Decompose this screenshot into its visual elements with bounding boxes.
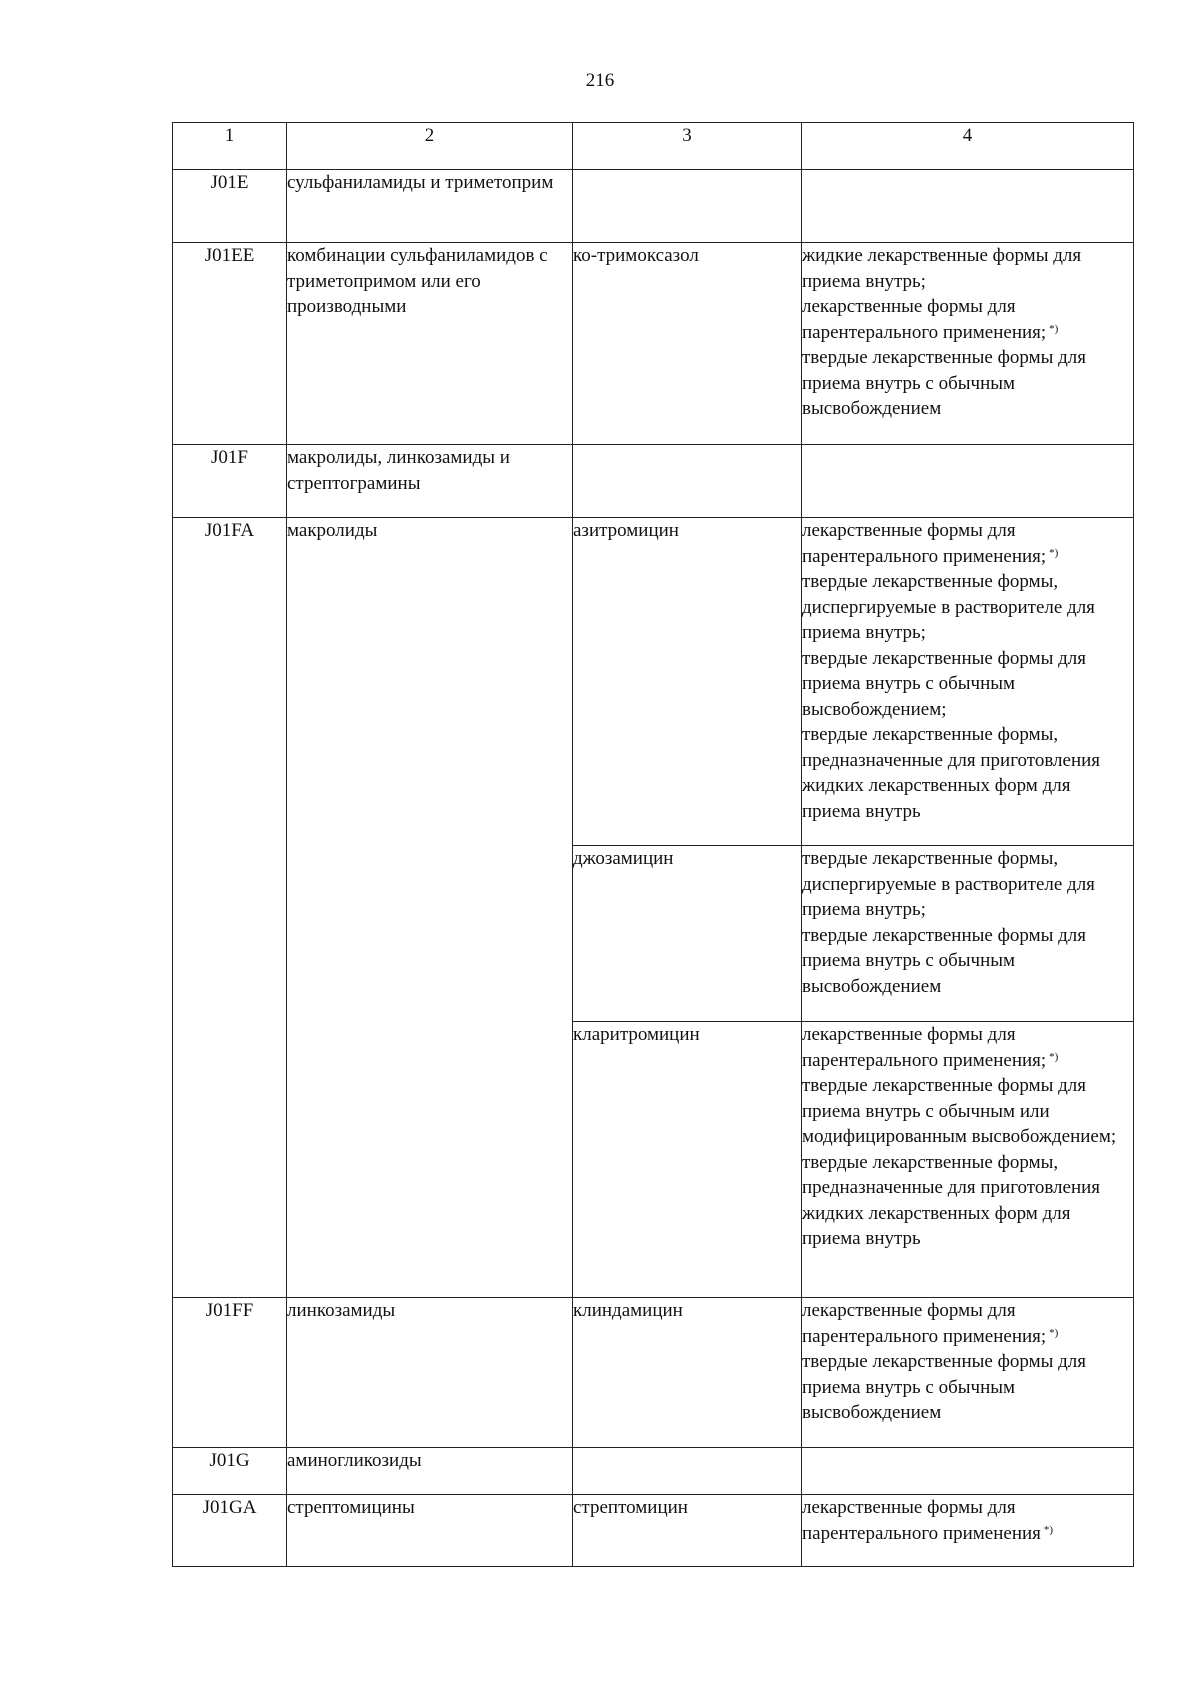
- page-number: 216: [585, 70, 615, 91]
- group-name: макролиды: [287, 518, 573, 1298]
- table-row: [173, 170, 1134, 243]
- table-row: [173, 518, 1134, 846]
- footnote-mark: *): [1049, 1050, 1059, 1063]
- drug-name: стрептомицин: [573, 1495, 802, 1567]
- atc-code: J01G: [173, 1448, 287, 1495]
- footnote-mark: *): [1043, 1523, 1054, 1536]
- group-name: сульфаниламиды и триметоприм: [287, 170, 573, 243]
- dosage-forms-empty: [802, 1448, 1134, 1495]
- atc-code: J01F: [173, 445, 287, 518]
- atc-code: J01E: [173, 170, 287, 243]
- column-header-3: 3: [573, 123, 802, 170]
- column-header-1: 1: [173, 123, 287, 170]
- atc-code: J01EE: [173, 243, 287, 445]
- group-name: стрептомицины: [287, 1495, 573, 1567]
- dosage-forms: [802, 846, 1134, 1022]
- group-name: линкозамиды: [287, 1298, 573, 1448]
- dosage-form: твердые лекарственные формы для приема внутрь с обычным высвобождением: [802, 924, 1087, 997]
- dosage-form: твердые лекарственные формы, предназначенные для приготовления жидких лекарственных форм для приема внутрь: [802, 724, 1101, 822]
- table-row: [173, 1448, 1134, 1495]
- dosage-form: твердые лекарственные формы, диспергируемые в растворителе для приема внутрь;: [802, 571, 1095, 643]
- dosage-forms: [802, 1495, 1134, 1567]
- dosage-form: лекарственные формы для парентерального применения;: [802, 1300, 1047, 1347]
- dosage-form: лекарственные формы для парентерального применения;: [802, 520, 1047, 567]
- atc-code: J01GA: [173, 1495, 287, 1567]
- drug-name: ко-тримоксазол: [573, 243, 802, 445]
- dosage-form-wrap: [802, 294, 1133, 345]
- group-name: аминогликозиды: [287, 1448, 573, 1495]
- dosage-forms: [802, 518, 1134, 846]
- dosage-forms: [802, 1298, 1134, 1448]
- footnote-mark: *): [1049, 546, 1059, 559]
- drug-table: [172, 122, 1134, 1567]
- column-header-4: 4: [802, 123, 1134, 170]
- dosage-form-wrap: [802, 1298, 1133, 1349]
- drug-name-empty: [573, 445, 802, 518]
- atc-code: J01FF: [173, 1298, 287, 1448]
- dosage-form: лекарственные формы для парентерального применения: [802, 1497, 1041, 1544]
- drug-name: азитромицин: [573, 518, 802, 846]
- dosage-form: лекарственные формы для парентерального применения;: [802, 296, 1047, 343]
- column-header-2: 2: [287, 123, 573, 170]
- dosage-forms-empty: [802, 445, 1134, 518]
- footnote-mark: *): [1049, 1326, 1059, 1339]
- dosage-form: лекарственные формы для парентерального применения;: [802, 1024, 1047, 1071]
- table-row: [173, 1298, 1134, 1448]
- header-row: [173, 123, 1134, 170]
- drug-name: клиндамицин: [573, 1298, 802, 1448]
- dosage-form: твердые лекарственные формы для приема внутрь с обычным или модифицированным высвобождением;: [802, 1075, 1117, 1147]
- dosage-form-wrap: [802, 518, 1133, 569]
- atc-code: J01FA: [173, 518, 287, 1298]
- dosage-form-wrap: [802, 1495, 1133, 1546]
- dosage-form: твердые лекарственные формы, диспергируемые в растворителе для приема внутрь;: [802, 848, 1095, 920]
- dosage-form: твердые лекарственные формы для приема внутрь с обычным высвобождением: [802, 1351, 1087, 1423]
- drug-name-empty: [573, 170, 802, 243]
- dosage-forms-empty: [802, 170, 1134, 243]
- table-row: [173, 243, 1134, 445]
- drug-name: джозамицин: [573, 846, 802, 1022]
- dosage-form: твердые лекарственные формы для приема внутрь с обычным высвобождением;: [802, 647, 1087, 720]
- drug-name-empty: [573, 1448, 802, 1495]
- group-name: комбинации сульфаниламидов с триметопримом или его производными: [287, 243, 573, 445]
- dosage-form: твердые лекарственные формы, предназначенные для приготовления жидких лекарственных форм для приема внутрь: [802, 1151, 1101, 1249]
- dosage-forms: [802, 1022, 1134, 1298]
- table-row: [173, 445, 1134, 518]
- dosage-form: твердые лекарственные формы для приема внутрь с обычным высвобождением: [802, 347, 1087, 419]
- footnote-mark: *): [1049, 322, 1059, 335]
- dosage-form-wrap: [802, 1022, 1133, 1073]
- drug-name: кларитромицин: [573, 1022, 802, 1298]
- table-row: [173, 1495, 1134, 1567]
- dosage-forms: [802, 243, 1134, 445]
- group-name: макролиды, линкозамиды и стрептограмины: [287, 445, 573, 518]
- dosage-form: жидкие лекарственные формы для приема внутрь;: [802, 245, 1082, 292]
